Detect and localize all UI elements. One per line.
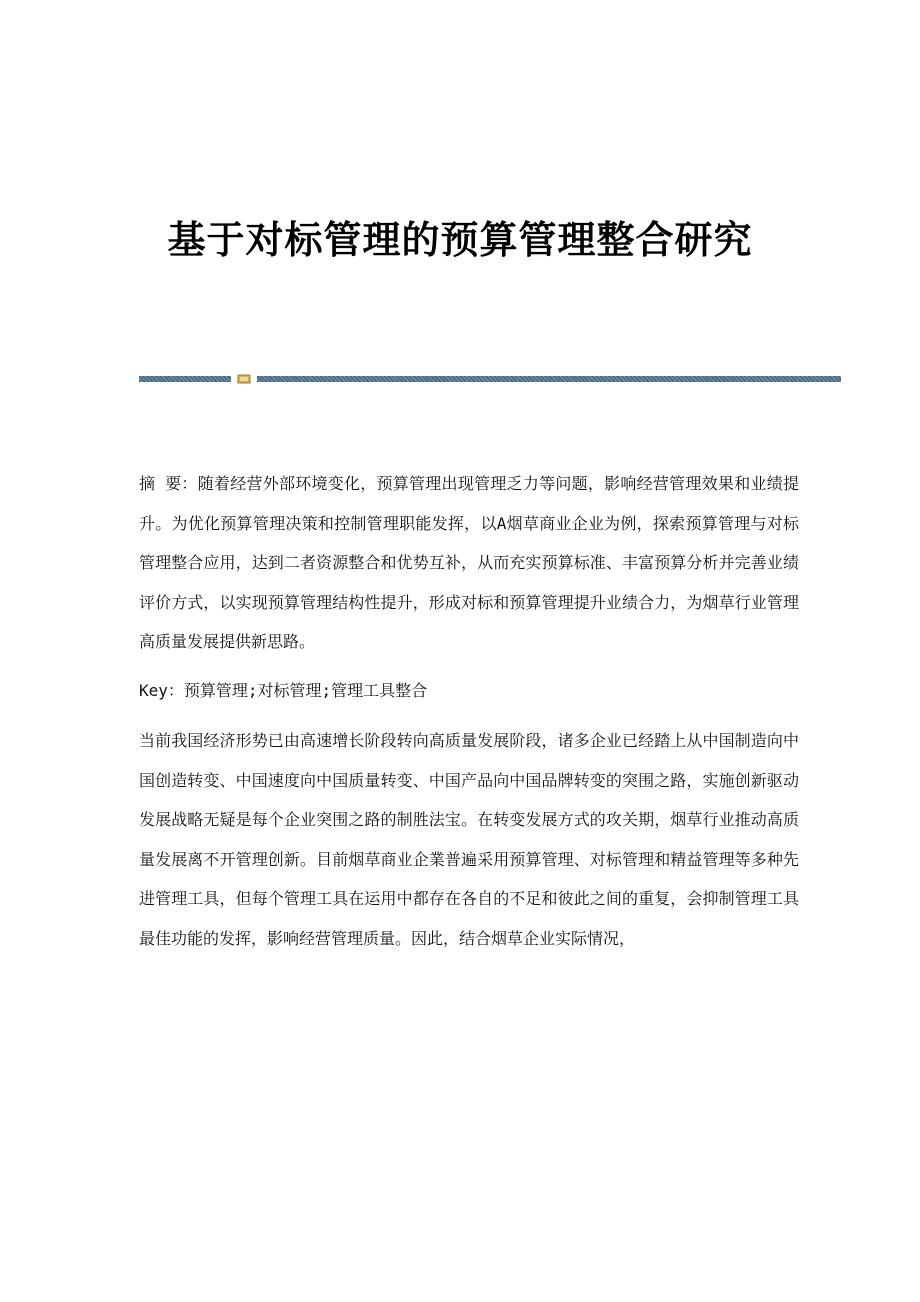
- body-paragraph: 当前我国经济形势已由高速增长阶段转向高质量发展阶段，诸多企业已经踏上从中国制造向中国创造转变、中国速度向中国质量转变、中国产品向中国品牌转变的突围之路，实施创新驱动发展战略无疑是每个企业突围之路的制胜法宝。在转变发展方式的攻关期，烟草行业推动高质量发展离不开管理创新。目前烟草商业企業普遍采用预算管理、对标管理和精益管理等多种先进管理工具，但每个管理工具在运用中都存在各自的不足和彼此之间的重复，会抑制管理工具最佳功能的发挥，影响经营管理质量。因此，结合烟草企业实际情况，: [139, 731, 799, 948]
- keywords-text: 预算管理;对标管理;管理工具整合: [183, 680, 428, 700]
- title-divider: [139, 373, 841, 385]
- keywords-paragraph: [139, 671, 799, 711]
- divider-ornament-icon: [237, 373, 251, 385]
- divider-bar-left: [139, 376, 231, 382]
- keywords-label: Key：: [139, 680, 184, 700]
- abstract-text: 随着经营外部环境变化，预算管理出现管理乏力等问题，影响经营管理效果和业绩提升。为优化预算管理决策和控制管理职能发挥，以A烟草商业企业为例，探索预算管理与对标管理整合应用，达到二者资源整合和优势互补，从而充实预算标准、丰富预算分析并完善业绩评价方式，以实现预算管理结构性提升，形成对标和预算管理提升业绩合力，为烟草行业管理高质量发展提供新思路。: [139, 474, 799, 651]
- divider-bar-right: [257, 376, 841, 382]
- page-title: 基于对标管理的预算管理整合研究: [167, 217, 753, 262]
- abstract-paragraph: [139, 464, 799, 662]
- article-content: [139, 464, 799, 958]
- abstract-label: 摘 要：: [139, 474, 198, 493]
